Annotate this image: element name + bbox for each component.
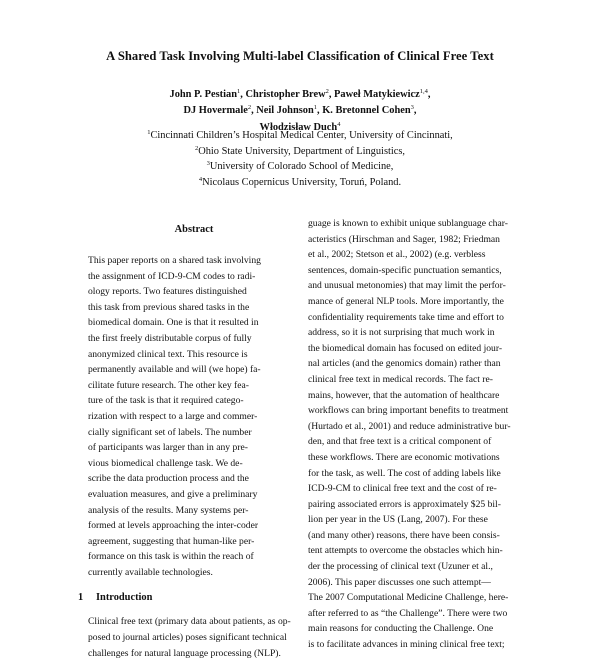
abstract-line: the assignment of ICD-9-CM codes to radi- [88,270,256,282]
author-affiliation-marker: 4 [337,120,341,128]
author-affiliation-marker: 2 [325,88,329,95]
affiliation-text: Nicolaus Copernicus University, Toruń, Poland. [202,176,402,188]
affiliation-text: Ohio State University, Department of Linguistics, [198,145,406,157]
abstract-line: cially significant set of labels. The number [88,426,252,438]
body-text-line: (and many other) reasons, there have been consis- [308,529,500,541]
author-line [0,103,600,119]
abstract-line: of participants was larger than in any pre- [88,442,248,454]
author-name: Włodzisław Duch [259,121,338,133]
body-text-line: and unusual metonomies) that may limit the perfor- [308,280,506,292]
author-separator: , [317,105,323,117]
affiliation-line [0,159,600,175]
abstract-line: This paper reports on a shared task involving [88,255,261,266]
author-affiliation-marker: 1 [313,104,317,112]
body-text-line: for the task, as well. The cost of adding labels like [308,467,501,479]
affiliation-text: Cincinnati Children’s Hospital Medical Center, University of Cincinnati, [150,130,453,141]
abstract-line: vious biomedical challenge task. We de- [88,457,243,469]
introduction-line: posed to journal articles) poses significant technical [88,632,287,644]
body-text-line: after referred to as “the Challenge”. There were two [308,607,508,619]
introduction-body [88,614,300,661]
author-affiliation-marker: 1 [236,88,241,95]
abstract-line: analysis of the results. Many systems per- [88,504,249,516]
affiliation-list [0,128,600,190]
body-text-line: guage is known to exhibit unique sublanguage char- [308,218,508,229]
section-title: Introduction [96,592,153,604]
abstract-body [88,253,300,580]
section-heading-introduction [78,590,300,605]
author-separator: , [328,89,335,100]
left-column [78,220,300,661]
body-text-line: the biomedical domain has focused on edited jour- [308,342,503,354]
body-text-line: et al., 2002; Stetson et al., 2002) (e.g. verbless [308,249,486,261]
body-text-line: sentences, domain-specific punctuation semantics, [308,264,502,276]
section-number: 1 [78,592,84,604]
author-name: John P. Pestian [169,89,237,100]
abstract-line: the first freely distributable corpus of fully [88,332,252,344]
author-affiliation-marker: 3 [410,104,414,112]
author-name: Christopher Brew [245,89,326,100]
body-text-line: pairing associated errors is approximately $25 bil- [308,498,501,510]
author-name: Neil Johnson [256,105,314,117]
affiliation-line [0,175,600,191]
body-text-line: (Hurtado et al., 2001) and reduce administrative bur- [308,420,511,432]
author-separator: , [251,105,257,117]
author-separator: , [240,89,246,100]
affiliation-line [0,144,600,160]
body-text-line: address, so it is not surprising that much work in [308,327,495,339]
abstract-line: currently available technologies. [88,566,213,578]
author-name: K. Bretonnel Cohen [322,105,411,117]
abstract-line: formance on this task is within the reach of [88,551,254,563]
author-line [0,87,600,103]
body-text-line: ICD-9-CM to clinical free text and the cost of re- [308,483,497,495]
body-text-line: main reasons for conducting the Challenge. One [308,623,494,635]
abstract-line: scribe the data production process and the [88,473,249,485]
body-text-line: mance of general NLP tools. More importantly, the [308,295,504,307]
author-name: Paweł Matykiewicz [334,89,420,100]
author-name: DJ Hovermale [183,105,248,117]
body-text-line: acteristics (Hirschman and Sager, 1982; Friedman [308,233,500,245]
abstract-line: anonymized clinical text. This resource is [88,348,248,360]
abstract-line: rization with respect to a large and commer- [88,410,258,422]
body-text-line: The 2007 Computational Medicine Challenge, here- [308,592,509,604]
author-affiliation-marker: 2 [247,104,252,112]
abstract-heading: Abstract [174,224,214,235]
abstract-line: evaluation measures, and give a preliminary [88,488,258,500]
author-affiliation-marker: 1,4 [419,88,428,95]
body-text-line: 2006). This paper discusses one such attempt— [308,576,491,588]
abstract-line: this task from previous shared tasks in the [88,301,250,313]
affiliation-marker: 3 [206,160,210,168]
abstract-line: agreement, suggesting that human-like per- [88,535,255,547]
abstract-line: formed at levels approaching the inter-coder [88,520,259,532]
author-separator: , [427,89,431,100]
introduction-line: Clinical free text (primary data about patients, as op- [88,616,291,628]
affiliation-line [0,128,600,144]
abstract-line: permanently available and will (we hope) fa- [88,364,261,376]
affiliation-marker: 1 [147,129,151,136]
body-text-line: lion per year in the US (Lang, 2007). For these [308,514,488,526]
abstract-line: ture of the task is that it required catego- [88,395,244,407]
author-separator: , [413,105,417,117]
body-text-line: workflows can bring important benefits to treatment [308,405,509,417]
abstract-line: cilitate future research. The other key fea- [88,379,249,391]
affiliation-marker: 4 [198,175,203,183]
abstract-line: biomedical domain. One is that it resulted in [88,317,259,329]
right-column [308,216,528,653]
affiliation-text: University of Colorado School of Medicine, [209,161,394,173]
body-text-line: den, and that free text is a critical component of [308,436,492,448]
body-text-line: these workflows. There are economic motivations [308,451,500,463]
body-text-line: tent attempts to overcome the obstacles which hin- [308,545,503,557]
affiliation-marker: 2 [194,144,199,152]
body-text-line: confidentiality requirements take time and effort to [308,311,504,323]
abstract-line: ology reports. Two features distinguished [88,286,247,298]
body-text-line: der the processing of clinical text (Uzuner et al., [308,561,493,573]
body-text-line: mains, however, that the automation of healthcare [308,389,500,401]
paper-title: A Shared Task Involving Multi-label Classification of Clinical Free Text [106,49,494,63]
introduction-line: challenges for natural language processing (NLP). [88,647,281,659]
body-text-line: is to facilitate advances in mining clinical free text; [308,639,505,651]
body-text-line: clinical free text in medical records. The fact re- [308,373,493,385]
body-text-line: nal articles (and the genomics domain) rather than [308,358,501,370]
